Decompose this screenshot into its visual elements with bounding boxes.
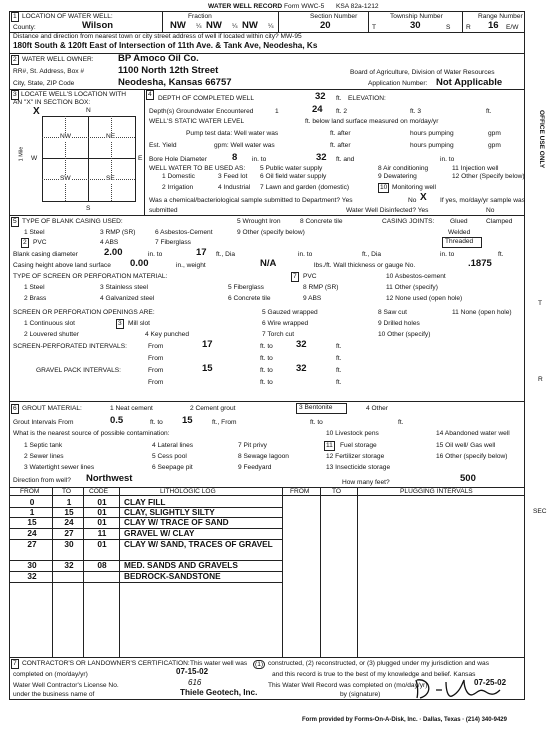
record-date: 07-25-02 bbox=[474, 678, 507, 687]
log-to: 32 bbox=[64, 560, 74, 570]
footer-text: Form provided by Forms-On-A-Disk, Inc. · Dallas, Texas · (214) 340-9429 bbox=[302, 717, 507, 723]
locate-label-2: AN "X" IN SECTION BOX: bbox=[13, 99, 91, 106]
side-r: R bbox=[538, 376, 543, 383]
depth-value: 32 bbox=[315, 91, 326, 102]
fraction-label: Fraction bbox=[188, 13, 212, 20]
use-monitoring: Monitoring well bbox=[392, 184, 436, 191]
quarter-1: NW bbox=[170, 20, 186, 31]
casing-depth: 17 bbox=[196, 247, 207, 258]
license-number: 616 bbox=[188, 678, 202, 687]
log-to: 27 bbox=[64, 528, 74, 538]
casing-height: 0.00 bbox=[130, 258, 149, 269]
depth-label: DEPTH OF COMPLETED WELL bbox=[158, 95, 254, 102]
log-from: 1 bbox=[29, 507, 35, 517]
perforated-to: 32 bbox=[296, 339, 307, 350]
log-from: 32 bbox=[27, 571, 37, 581]
grout-to: 15 bbox=[182, 415, 193, 426]
screen-label: TYPE OF SCREEN OR PERFORATION MATERIAL: bbox=[13, 273, 168, 280]
city-label: City, State, ZIP Code bbox=[13, 80, 75, 87]
quarter-3: NW bbox=[242, 20, 258, 31]
gravel-label: GRAVEL PACK INTERVALS: bbox=[36, 367, 122, 374]
bore-label: Bore Hole Diameter bbox=[149, 156, 207, 163]
quarter-2: NW bbox=[206, 20, 222, 31]
groundwater-1: 24 bbox=[312, 104, 323, 115]
log-from: 0 bbox=[29, 497, 35, 507]
office-use-label: OFFICE USE ONLY bbox=[538, 110, 545, 169]
township-value: 30 bbox=[410, 20, 421, 31]
grout-from: 0.5 bbox=[110, 415, 124, 426]
log-to: 30 bbox=[64, 539, 74, 549]
grout-bentonite: 3 Bentonite bbox=[299, 404, 333, 411]
perforated-from: 17 bbox=[202, 339, 213, 350]
log-header-from: FROM bbox=[20, 488, 40, 495]
screen-pvc: PVC bbox=[303, 273, 317, 280]
application-value: Not Applicable bbox=[436, 77, 503, 88]
bore-diameter: 8 bbox=[232, 152, 238, 163]
range-label: Range Number bbox=[478, 13, 523, 20]
township-label: Township Number bbox=[390, 13, 443, 20]
county-value: Wilson bbox=[82, 20, 114, 31]
log-description: BEDROCK-SANDSTONE bbox=[124, 571, 221, 581]
log-code: 01 bbox=[97, 507, 107, 517]
grout-label: GROUT MATERIAL: bbox=[22, 405, 82, 412]
joints-threaded: Threaded bbox=[445, 238, 474, 245]
log-code: 08 bbox=[97, 560, 107, 570]
log-description: CLAY, SLIGHTLY SILTY bbox=[124, 507, 215, 517]
casing-pvc-box: 2 bbox=[23, 239, 27, 246]
screen-pvc-box: 7 bbox=[293, 273, 297, 280]
board-text: Board of Agriculture, Division of Water Resources bbox=[350, 69, 495, 76]
log-to: 15 bbox=[64, 507, 74, 517]
log-description: CLAY FILL bbox=[124, 497, 166, 507]
log-to: 1 bbox=[66, 497, 72, 507]
log-description: MED. SANDS AND GRAVELS bbox=[124, 560, 238, 570]
constructed-mark: (1) bbox=[255, 661, 264, 668]
range-value: 16 bbox=[488, 20, 499, 31]
form-ksa: KSA 82a-1212 bbox=[336, 3, 379, 10]
log-description: CLAY W/ TRACE OF SAND bbox=[124, 517, 229, 527]
address-value: 1100 North 12th Street bbox=[118, 65, 219, 76]
log-header-plugging: PLUGGING INTERVALS bbox=[400, 488, 473, 495]
section-number: 20 bbox=[320, 20, 331, 31]
casing-label: TYPE OF BLANK CASING USED: bbox=[22, 218, 123, 225]
log-from: 30 bbox=[27, 560, 37, 570]
side-t: T bbox=[538, 300, 543, 307]
log-header-lithology: LITHOLOGIC LOG bbox=[160, 488, 216, 495]
section-1-number: 1 bbox=[13, 13, 17, 20]
mill-slot: Mill slot bbox=[128, 320, 150, 327]
mile-scale: 1 Mile bbox=[18, 146, 25, 162]
log-header-plug-to: TO bbox=[332, 488, 342, 495]
direction-value: Northwest bbox=[86, 473, 133, 484]
form-title: WATER WELL RECORD bbox=[208, 3, 283, 10]
mill-slot-box: 3 bbox=[118, 320, 122, 327]
static-label: WELL'S STATIC WATER LEVEL bbox=[149, 118, 245, 125]
completed-date: 07-15-02 bbox=[176, 667, 209, 676]
log-from: 27 bbox=[27, 539, 37, 549]
address-label: RR#, St. Address, Box # bbox=[13, 68, 85, 75]
owner-label: WATER WELL OWNER: bbox=[22, 56, 94, 63]
fuel-storage-box: 11 bbox=[326, 442, 333, 449]
fuel-storage: Fuel storage bbox=[340, 442, 377, 449]
section-x-mark: X bbox=[33, 106, 40, 117]
side-sec: SEC bbox=[533, 508, 547, 515]
owner-value: BP Amoco Oil Co. bbox=[118, 53, 199, 64]
groundwater-label: Depth(s) Groundwater Encountered bbox=[149, 108, 254, 115]
log-code: 11 bbox=[97, 528, 107, 538]
log-code: 01 bbox=[97, 517, 107, 527]
use-monitoring-box: 10 bbox=[380, 184, 388, 191]
casing-pvc: PVC bbox=[33, 239, 47, 246]
log-header-to: TO bbox=[62, 488, 72, 495]
log-description: CLAY W/ SAND, TRACES OF GRAVEL bbox=[124, 539, 273, 549]
city-value: Neodesha, Kansas 66757 bbox=[118, 77, 232, 88]
elevation-label: ELEVATION: bbox=[348, 95, 386, 102]
log-from: 15 bbox=[27, 517, 37, 527]
log-description: GRAVEL W/ CLAY bbox=[124, 528, 195, 538]
log-to: 24 bbox=[64, 517, 74, 527]
use-label: WELL WATER TO BE USED AS: bbox=[149, 165, 246, 172]
log-code: 01 bbox=[97, 497, 107, 507]
form-number: Form WWC-5 bbox=[284, 3, 325, 10]
contamination-label: What is the nearest source of possible contamination: bbox=[13, 430, 170, 437]
distance-feet: 500 bbox=[460, 473, 476, 484]
log-header-plug-from: FROM bbox=[290, 488, 310, 495]
log-row-line bbox=[9, 582, 283, 583]
bact-no-mark: X bbox=[420, 192, 427, 203]
location-label: LOCATION OF WATER WELL: bbox=[22, 13, 113, 20]
gravel-from: 15 bbox=[202, 363, 213, 374]
log-header-code: CODE bbox=[89, 488, 109, 495]
locate-label: LOCATE WELL'S LOCATION WITH bbox=[21, 91, 127, 98]
distance-value: 180ft South & 120ft East of Intersection of 11th Ave. & Tank Ave, Neodesha, Ks bbox=[13, 41, 318, 50]
casing-weight: N/A bbox=[260, 258, 277, 269]
openings-label: SCREEN OR PERFORATION OPENINGS ARE: bbox=[13, 309, 155, 316]
wall-gauge: .1875 bbox=[468, 258, 492, 269]
log-code: 01 bbox=[97, 539, 107, 549]
distance-label: Distance and direction from nearest town or city street address of well if located within city? MW-95 bbox=[13, 33, 302, 40]
application-label: Application Number: bbox=[368, 80, 428, 87]
certification-label: CONTRACTOR'S OR LANDOWNER'S CERTIFICATION: bbox=[22, 660, 190, 667]
bore-depth: 32 bbox=[316, 152, 327, 163]
county-label: County: bbox=[13, 24, 36, 31]
section-grid bbox=[42, 116, 136, 202]
log-from: 24 bbox=[27, 528, 37, 538]
perforated-label: SCREEN-PERFORATED INTERVALS: bbox=[13, 343, 127, 350]
signature-image bbox=[412, 676, 502, 702]
gravel-to: 32 bbox=[296, 363, 307, 374]
business-name: Thiele Geotech, Inc. bbox=[180, 688, 258, 697]
section-number-label: Section Number bbox=[310, 13, 358, 20]
casing-diameter: 2.00 bbox=[104, 247, 123, 258]
